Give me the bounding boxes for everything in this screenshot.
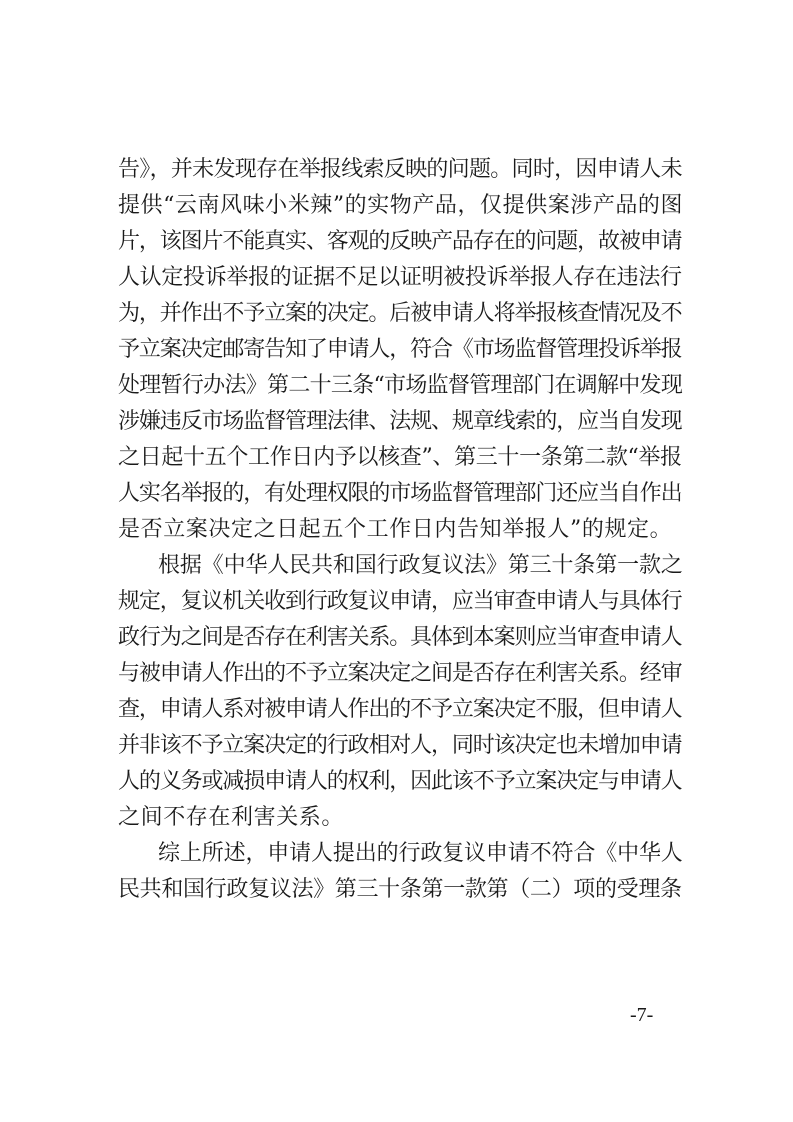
text-line: 涉嫌违反市场监督管理法律、法规、规章线索的，应当自发现 [118,409,682,434]
text-line: 人实名举报的，有处理权限的市场监督管理部门还应当自作出 [118,481,682,506]
text-line: 予立案决定邮寄告知了申请人，符合《市场监督管理投诉举报 [118,337,682,362]
text-line: 并非该不予立案决定的行政相对人，同时该决定也未增加申请 [118,733,682,758]
text-line: 人认定投诉举报的证据不足以证明被投诉举报人存在违法行 [118,265,682,290]
text-line: 规定，复议机关收到行政复议申请，应当审查申请人与具体行 [118,589,682,614]
text-line: 告》，并未发现存在举报线索反映的问题。同时，因申请人未 [118,157,682,182]
text-line: 提供“云南风味小米辣”的实物产品，仅提供案涉产品的图 [118,193,684,218]
document-body [118,152,683,908]
text-line: 是否立案决定之日起五个工作日内告知举报人”的规定。 [118,517,673,542]
text-line: 综上所述，申请人提出的行政复议申请不符合《中华人 [158,841,683,866]
page-number: -7- [630,1004,654,1026]
text-line: 处理暂行办法》第二十三条“市场监督管理部门在调解中发现 [118,373,683,398]
text-line: 根据《中华人民共和国行政复议法》第三十条第一款之 [158,553,683,578]
text-line: 人的义务或减损申请人的权利，因此该不予立案决定与申请人 [118,769,682,794]
text-line: 民共和国行政复议法》第三十条第一款第（二）项的受理条 [118,877,682,902]
text-line: 与被申请人作出的不予立案决定之间是否存在利害关系。经审 [118,661,682,686]
text-line: 片，该图片不能真实、客观的反映产品存在的问题，故被申请 [118,229,682,254]
text-line: 查，申请人系对被申请人作出的不予立案决定不服，但申请人 [118,697,682,722]
text-line: 政行为之间是否存在利害关系。具体到本案则应当审查申请人 [118,625,682,650]
text-line: 之日起十五个工作日内予以核查”、第三十一条第二款“举报 [118,445,682,470]
text-line: 为，并作出不予立案的决定。后被申请人将举报核查情况及不 [118,301,682,326]
text-line: 之间不存在利害关系。 [118,805,345,830]
